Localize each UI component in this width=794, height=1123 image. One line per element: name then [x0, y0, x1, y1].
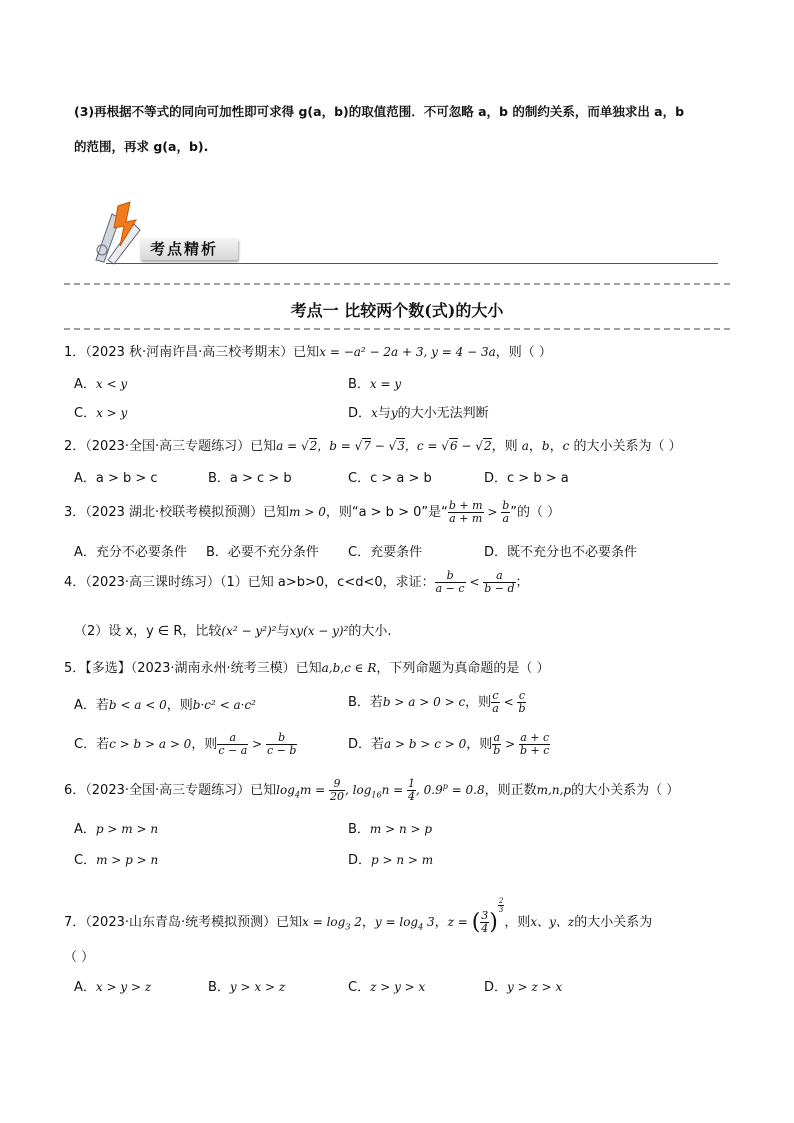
q2-option-d[interactable]: D．c > b > a	[484, 471, 569, 486]
q7-option-c[interactable]: C．z > y > x	[348, 980, 426, 995]
q6-option-c[interactable]: C．m > p > n	[74, 853, 159, 868]
q3-option-c[interactable]: C．充要条件	[348, 545, 423, 560]
q6-option-b[interactable]: B．m > n > p	[348, 822, 433, 837]
intro-line-1: (3)再根据不等式的同向可加性即可求得 g(a，b)的取值范围．不可忽略 a，b 的制约关系，而单独求出 a，b	[74, 104, 685, 119]
q2-option-b[interactable]: B．a > c > b	[208, 471, 292, 486]
q1-option-a[interactable]: A．x < y	[74, 377, 128, 392]
q6-option-a[interactable]: A．p > m > n	[74, 822, 159, 837]
q1-option-b[interactable]: B．x = y	[348, 377, 402, 392]
question-1	[64, 341, 552, 360]
q7-option-a[interactable]: A．x > y > z	[74, 980, 152, 995]
question-4-part-2: （2）设 x，y ∈ R，比较(x² − y²)²与xy(x − y)²的大小.	[74, 624, 392, 639]
question-3: 3．（2023 湖北·校联考模拟预测）已知m > 0，则“a > b > 0”是“ $\frac{b + m}{a + m}$ > $\frac{b}{a}$ ”的（ ）	[64, 499, 561, 525]
q5-option-a[interactable]: A．若b < a < 0，则b·c² < a·c²	[74, 698, 256, 713]
section-bottom-rule	[64, 328, 730, 330]
section-top-rule	[64, 283, 730, 285]
q3-option-b[interactable]: B．必要不充分条件	[206, 545, 319, 560]
q2-option-a[interactable]: A．a > b > c	[74, 471, 158, 486]
question-5: 5．【多选】（2023·湖南永州·统考三模）已知a,b,c ∈ R，下列命题为真命题的是（ ）	[64, 661, 550, 676]
q3-option-d[interactable]: D．既不充分也不必要条件	[484, 545, 638, 560]
q1-suffix: ，则（ ）	[495, 345, 552, 360]
badge-underline	[106, 263, 718, 264]
q2-option-c[interactable]: C．c > a > b	[348, 471, 432, 486]
question-6: 6．（2023·全国·高三专题练习）已知$\log_4m$ = $\frac{9}{20}$ , $\log_{16}n$ = $\frac{1}{4}$ , $0.9^p = 0.8$，则正数m,n,p的大小关系为（ ）	[64, 777, 680, 803]
q6-option-d[interactable]: D．p > n > m	[348, 853, 434, 868]
q5-option-c[interactable]: C．若c > b > a > 0，则 $\frac{a}{c - a}$ > $\frac{b}{c - b}$	[74, 731, 297, 757]
section-title: 考点一 比较两个数(式)的大小	[290, 301, 504, 320]
q7-answer-parentheses: （ ）	[64, 950, 95, 965]
q3-option-a[interactable]: A．充分不必要条件	[74, 545, 187, 560]
badge-label: 考点精析	[150, 240, 219, 258]
q7-option-d[interactable]: D．y > z > x	[484, 980, 563, 995]
intro-line-2: 的范围，再求 g(a，b).	[74, 139, 209, 154]
q1-stem: 1．（2023 秋·河南许昌·高三校考期末）已知	[64, 345, 320, 360]
q5-option-b[interactable]: B．若b > a > 0 > c，则 $\frac{c}{a}$ < $\frac{c}{b}$	[348, 689, 526, 715]
q1-option-d[interactable]: D．x与y的大小无法判断	[348, 406, 489, 421]
intro-paragraph	[74, 94, 734, 164]
question-4: 4．（2023·高三课时练习）（1）已知 a>b>0，c<d<0，求证： $\frac{b}{a - c}$ < $\frac{a}{b - d}$ ；	[64, 569, 529, 595]
q1-math: x = −a² − 2a + 3, y = 4 − 3a	[319, 345, 496, 359]
question-2: 2．（2023·全国·高三专题练习）已知a = √2，b = √7 − √3，c = √6 − √2，则 a，b，c 的大小关系为（ ）	[64, 439, 682, 454]
q5-option-d[interactable]: D．若a > b > c > 0，则 $\frac{a}{b}$ > $\frac{a + c}{b + c}$	[348, 731, 550, 757]
q7-option-b[interactable]: B．y > x > z	[208, 980, 286, 995]
question-7: 7．（2023·山东青岛·统考模拟预测）已知$x = \log_3 2$，$y = \log_4 3$，z = ( $\frac{3}{4}$ ) $^{\frac{2}{3}}$ ，则x、y、z的大小关系为	[64, 897, 653, 935]
q1-option-c[interactable]: C．x > y	[74, 406, 128, 421]
